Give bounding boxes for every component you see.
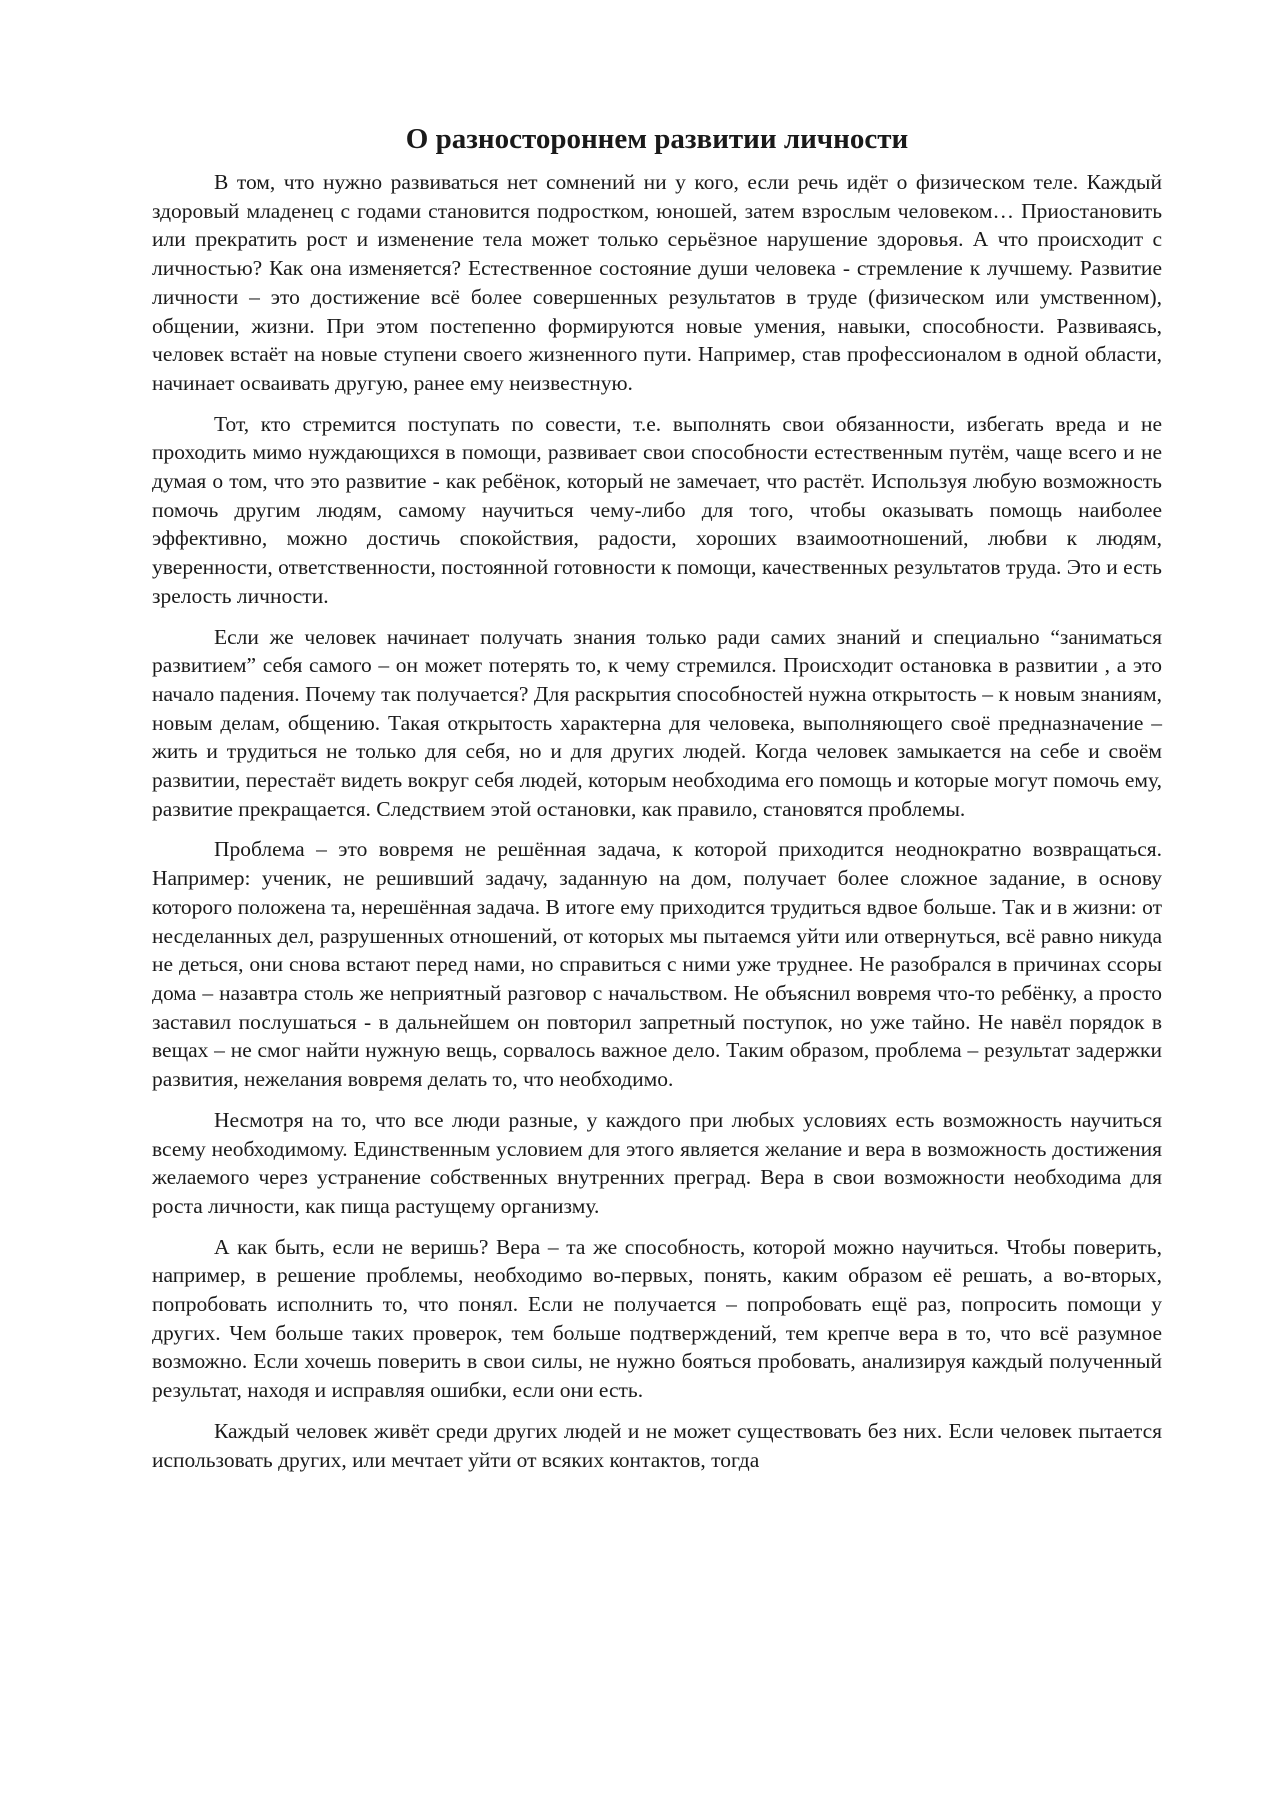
paragraph: Тот, кто стремится поступать по совести, т.е. выполнять свои обязанности, избегать вреда и не проходить мимо нуждающихся в помощи, развивает свои способности естественным путём, чаще всего и не думая о том, что это развитие - как ребёнок, который не замечает, что растёт. Используя любую возможность помочь другим людям, самому научиться чему-либо для того, чтобы оказывать помощь наиболее эффективно, можно достичь спокойствия, радости, хороших взаимоотношений, любви к людям, уверенности, ответственности, постоянной готовности к помощи, качественных результатов труда. Это и есть зрелость личности. (152, 411, 1162, 608)
document-title: О разностороннем развитии личности (405, 123, 909, 155)
paragraph: Если же человек начинает получать знания только ради самих знаний и специально “заниматься развитием” себя самого – он может потерять то, к чему стремился. Происходит остановка в развитии , а это начало падения. Почему так получается? Для раскрытия способностей нужна открытость – к новым знаниям, новым делам, общению. Такая открытость характерна для человека, выполняющего своё предназначение – жить и трудиться не только для себя, но и для других людей. Когда человек замыкается на себе и своём развитии, перестаёт видеть вокруг себя людей, которым необходима его помощь и которые могут помочь ему, развитие прекращается. Следствием этой остановки, как правило, становятся проблемы. (152, 624, 1162, 821)
document-page (152, 118, 1162, 1486)
paragraph: Несмотря на то, что все люди разные, у каждого при любых условиях есть возможность научиться всему необходимому. Единственным условием для этого является желание и вера в возможность достижения желаемого через устранение собственных внутренних преград. Вера в свои возможности необходима для роста личности, как пища растущему организму. (152, 1107, 1162, 1218)
paragraph: Каждый человек живёт среди других людей и не может существовать без них. Если человек пытается использовать других, или мечтает уйти от всяких контактов, тогда (152, 1418, 1162, 1472)
paragraph: Проблема – это вовремя не решённая задача, к которой приходится неоднократно возвращаться. Например: ученик, не решивший задачу, заданную на дом, получает более сложное задание, в основу которого положена та, нерешённая задача. В итоге ему приходится трудиться вдвое больше. Так и в жизни: от несделанных дел, разрушенных отношений, от которых мы пытаемся уйти или отвернуться, всё равно никуда не деться, они снова встают перед нами, но справиться с ними уже труднее. Не разобрался в причинах ссоры дома – назавтра столь же неприятный разговор с начальством. Не объяснил вовремя что-то ребёнку, а просто заставил послушаться - в дальнейшем он повторил запретный поступок, но уже тайно. Не навёл порядок в вещах – не смог найти нужную вещь, сорвалось важное дело. Таким образом, проблема – результат задержки развития, нежелания вовремя делать то, что необходимо. (152, 837, 1162, 1092)
paragraph: В том, что нужно развиваться нет сомнений ни у кого, если речь идёт о физическом теле. Каждый здоровый младенец с годами становится подростком, юношей, затем взрослым человеком… Приостановить или прекратить рост и изменение тела может только серьёзное нарушение здоровья. А что происходит с личностью? Как она изменяется? Естественное состояние души человека - стремление к лучшему. Развитие личности – это достижение всё более совершенных результатов в труде (физическом или умственном), общении, жизни. При этом постепенно формируются новые умения, навыки, способности. Развиваясь, человек встаёт на новые ступени своего жизненного пути. Например, став профессионалом в одной области, начинает осваивать другую, ранее ему неизвестную. (152, 170, 1162, 395)
paragraph: А как быть, если не веришь? Вера – та же способность, которой можно научиться. Чтобы поверить, например, в решение проблемы, необходимо во-первых, понять, каким образом её решать, а во-вторых, попробовать исполнить то, что понял. Если не получается – попробовать ещё раз, попросить помощи у других. Чем больше таких проверок, тем больше подтверждений, тем крепче вера в то, что всё разумное возможно. Если хочешь поверить в свои силы, не нужно бояться пробовать, анализируя каждый полученный результат, находя и исправляя ошибки, если они есть. (152, 1234, 1162, 1403)
